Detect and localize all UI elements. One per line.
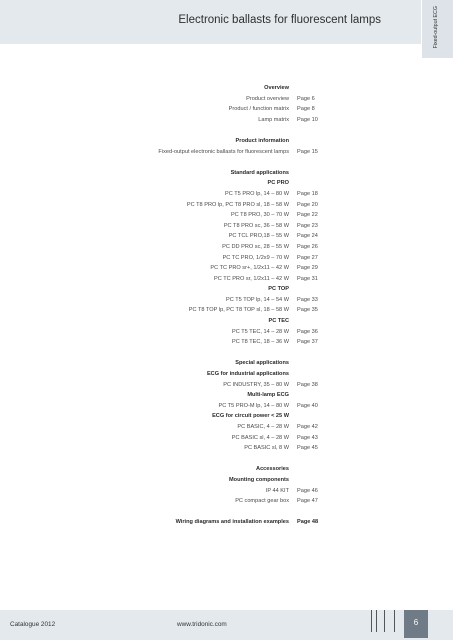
page-header <box>0 0 453 44</box>
footer-bar <box>384 610 385 632</box>
footer-bar <box>376 610 377 632</box>
toc-entry <box>0 305 330 316</box>
toc-entry-label: ECG for industrial applications <box>206 371 289 378</box>
toc-entry-label: PC T5 TOP lp, 14 – 54 W <box>225 296 289 303</box>
toc-entry-label: Standard applications <box>230 169 289 176</box>
toc-entry <box>0 433 330 444</box>
page-number: 6 <box>413 618 419 627</box>
toc-entry <box>0 242 330 253</box>
toc-entry <box>0 517 330 528</box>
toc-entry-label: PC BASIC, 4 – 28 W <box>237 424 289 430</box>
toc-entry-label: ECG for circuit power < 25 W <box>212 413 289 420</box>
toc-entry <box>0 327 330 338</box>
toc-entry-label: IP 44 KIT <box>265 487 289 494</box>
toc-entry-label: Multi-lamp ECG <box>247 392 289 399</box>
toc-entry-page: Page 26 <box>297 243 318 250</box>
toc-entry <box>0 422 330 433</box>
toc-entry-page: Page 22 <box>297 212 318 219</box>
toc-entry-page: Page 47 <box>297 498 318 505</box>
toc-entry <box>0 443 330 454</box>
toc-entry-label: PC PRO <box>267 180 289 187</box>
toc-entry-label: PC T5 TEC, 14 – 28 W <box>232 328 289 335</box>
toc-entry-page: Page 33 <box>297 296 318 303</box>
toc-entry <box>0 231 330 242</box>
toc-entry-label: PC TC PRO, 1/2x9 – 70 W <box>222 254 289 261</box>
toc-entry-label: PC TOP <box>268 286 289 293</box>
toc-spacer <box>0 348 330 359</box>
toc-entry-label: PC T8 TEC, 18 – 36 W <box>232 339 289 346</box>
toc-entry <box>0 475 330 486</box>
toc-entry <box>0 253 330 264</box>
toc-entry-page: Page 36 <box>297 328 318 335</box>
toc-entry-label: PC BASIC sl, 4 – 28 W <box>231 434 289 441</box>
toc-entry-page: Page 23 <box>297 222 318 229</box>
toc-entry <box>0 337 330 348</box>
toc-spacer <box>0 125 330 136</box>
toc-entry <box>0 369 330 380</box>
toc-entry <box>0 136 330 147</box>
toc-entry-label: Accessories <box>256 466 289 473</box>
toc-spacer <box>0 454 330 465</box>
section-side-tab <box>421 0 453 58</box>
toc-entry-label: Fixed-output electronic ballasts for fluorescent lamps <box>158 148 289 155</box>
toc-entry-label: PC T8 PRO, 30 – 70 W <box>230 212 289 219</box>
table-of-contents <box>0 83 330 528</box>
toc-entry-label: PC compact gear box <box>235 498 289 505</box>
toc-entry-page: Page 18 <box>297 190 318 197</box>
toc-entry <box>0 210 330 221</box>
toc-entry <box>0 486 330 497</box>
toc-entry-page: Page 10 <box>297 116 318 123</box>
toc-entry-label: PC TC PRO sr, 1/2x11 – 42 W <box>213 275 289 282</box>
toc-entry-page: Page 43 <box>297 434 318 441</box>
toc-entry-label: PC T8 TOP lp, PC T8 TOP sl, 18 – 58 W <box>188 307 289 314</box>
toc-entry <box>0 295 330 306</box>
toc-entry-page: Page 42 <box>297 424 318 430</box>
toc-entry-label: PC TCL PRO,18 – 55 W <box>228 233 289 240</box>
page-number-box <box>404 610 428 638</box>
toc-entry <box>0 221 330 232</box>
toc-entry-label: Wiring diagrams and installation examples <box>175 519 289 526</box>
toc-entry-page: Page 15 <box>297 148 318 155</box>
toc-entry-label: Special applications <box>235 360 289 367</box>
toc-entry-page: Page 24 <box>297 233 318 240</box>
toc-entry <box>0 358 330 369</box>
toc-entry-page: Page 35 <box>297 307 318 314</box>
toc-entry-label: Overview <box>264 85 289 91</box>
toc-entry-page: Page 8 <box>297 106 315 113</box>
toc-entry <box>0 178 330 189</box>
toc-entry-label: Lamp matrix <box>258 116 289 123</box>
toc-entry-label: Mounting components <box>229 476 289 483</box>
toc-spacer <box>0 157 330 168</box>
toc-entry <box>0 284 330 295</box>
footer-url: www.tridonic.com <box>177 621 227 628</box>
toc-entry <box>0 147 330 158</box>
toc-entry <box>0 274 330 285</box>
toc-entry-page: Page 45 <box>297 445 318 452</box>
toc-entry-label: Product information <box>235 137 289 144</box>
toc-entry-page: Page 48 <box>297 519 319 526</box>
toc-entry-page: Page 38 <box>297 381 318 388</box>
toc-spacer <box>0 507 330 518</box>
toc-entry-page: Page 40 <box>297 402 318 409</box>
toc-entry <box>0 94 330 105</box>
footer-bar <box>371 610 372 632</box>
toc-entry <box>0 380 330 391</box>
toc-entry-label: PC DD PRO sc, 28 – 55 W <box>222 243 289 250</box>
toc-entry-page: Page 20 <box>297 201 318 208</box>
toc-entry-label: PC T5 PRO-M lp, 14 – 80 W <box>218 402 289 409</box>
toc-entry <box>0 401 330 412</box>
toc-entry-label: PC INDUSTRY, 35 – 80 W <box>223 381 289 388</box>
toc-entry <box>0 115 330 126</box>
toc-entry-label: PC T5 PRO lp, 14 – 80 W <box>225 190 289 197</box>
toc-entry-label: PC TC PRO sr+, 1/2x11 – 42 W <box>210 265 289 272</box>
toc-entry <box>0 496 330 507</box>
footer-catalogue: Catalogue 2012 <box>10 621 56 628</box>
toc-entry-label: PC T8 PRO lp, PC T8 PRO sl, 18 – 58 W <box>186 201 289 208</box>
toc-entry-page: Page 46 <box>297 487 318 494</box>
toc-entry <box>0 316 330 327</box>
footer-bar <box>394 610 395 632</box>
toc-entry <box>0 411 330 422</box>
toc-entry-label: PC TEC <box>268 318 289 325</box>
toc-entry <box>0 168 330 179</box>
toc-entry-page: Page 6 <box>297 95 315 102</box>
toc-entry-label: PC T8 PRO sc, 36 – 58 W <box>223 222 289 229</box>
toc-entry <box>0 390 330 401</box>
page-title: Electronic ballasts for fluorescent lamps <box>178 14 381 26</box>
toc-entry-page: Page 31 <box>297 275 318 282</box>
toc-entry <box>0 464 330 475</box>
toc-entry <box>0 200 330 211</box>
section-side-tab-label: Fixed-output ECG <box>433 6 439 49</box>
toc-entry-page: Page 29 <box>297 265 318 272</box>
toc-entry-page: Page 37 <box>297 339 318 346</box>
toc-entry <box>0 263 330 274</box>
toc-entry-label: PC BASIC sl, 8 W <box>244 445 289 452</box>
toc-entry-page: Page 27 <box>297 254 318 261</box>
toc-entry <box>0 83 330 94</box>
toc-entry <box>0 104 330 115</box>
toc-entry <box>0 189 330 200</box>
toc-entry-label: Product overview <box>246 95 289 102</box>
toc-entry-label: Product / function matrix <box>228 106 289 113</box>
page-footer <box>0 610 453 640</box>
